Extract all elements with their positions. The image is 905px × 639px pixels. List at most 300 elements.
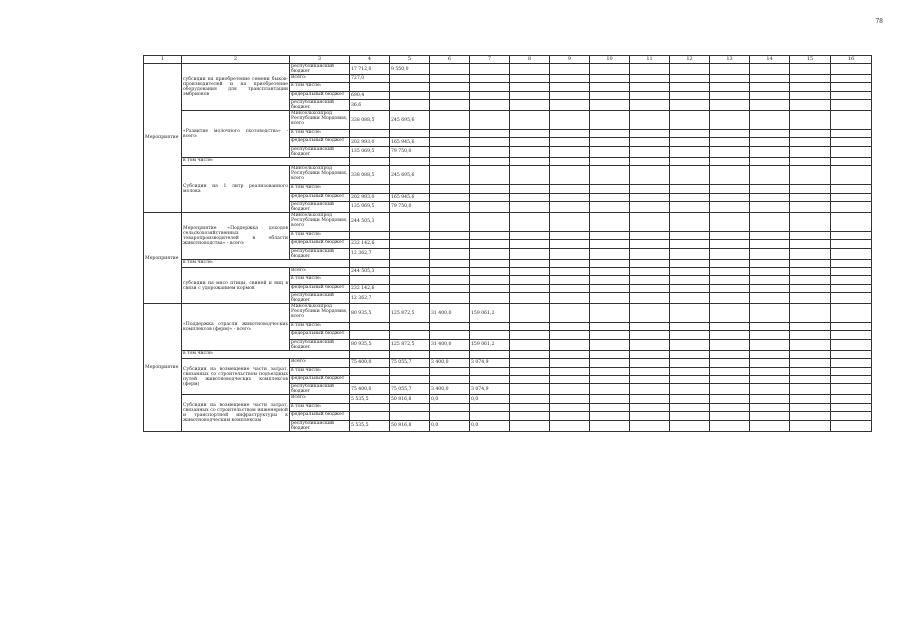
empty-cell xyxy=(831,284,872,292)
empty-cell xyxy=(831,75,872,83)
value-c4: 135 069,5 xyxy=(350,201,390,212)
empty-cell xyxy=(590,323,630,331)
empty-cell xyxy=(550,339,590,350)
empty-cell xyxy=(350,259,390,267)
empty-cell xyxy=(710,248,750,259)
empty-cell xyxy=(510,304,550,323)
value-c4 xyxy=(350,323,390,331)
value-c5 xyxy=(390,231,430,239)
empty-cell xyxy=(750,138,790,146)
value-c6 xyxy=(430,212,470,231)
value-c5: 245 695,6 xyxy=(390,111,430,130)
value-c6 xyxy=(430,231,470,239)
empty-cell xyxy=(550,185,590,193)
empty-cell xyxy=(510,293,550,304)
empty-cell xyxy=(470,350,510,358)
column-header-13: 13 xyxy=(710,56,750,64)
empty-cell xyxy=(710,157,750,165)
empty-cell xyxy=(831,83,872,91)
value-c4: 12 362,7 xyxy=(350,293,390,304)
source-label: в том числе: xyxy=(290,130,350,138)
column-header-14: 14 xyxy=(750,56,790,64)
value-c4 xyxy=(350,185,390,193)
empty-cell xyxy=(710,267,750,275)
empty-cell xyxy=(710,259,750,267)
value-c4: 75 400,0 xyxy=(350,359,390,367)
empty-cell xyxy=(710,166,750,185)
column-header-8: 8 xyxy=(510,56,550,64)
source-label: федеральный бюджет xyxy=(290,284,350,292)
empty-cell xyxy=(550,293,590,304)
empty-cell xyxy=(430,259,470,267)
column-header-11: 11 xyxy=(630,56,670,64)
empty-cell xyxy=(630,83,670,91)
empty-cell xyxy=(670,367,710,375)
value-c4: 232 142,6 xyxy=(350,284,390,292)
empty-cell xyxy=(750,412,790,420)
empty-cell xyxy=(790,304,831,323)
empty-cell xyxy=(831,367,872,375)
value-c5 xyxy=(390,185,430,193)
empty-cell xyxy=(710,304,750,323)
empty-cell xyxy=(710,350,750,358)
empty-cell xyxy=(670,240,710,248)
empty-cell xyxy=(670,248,710,259)
value-c4: 690,4 xyxy=(350,91,390,99)
source-label: в том числе: xyxy=(290,367,350,375)
value-c6 xyxy=(430,138,470,146)
empty-cell xyxy=(831,185,872,193)
empty-cell xyxy=(510,166,550,185)
event-name: субсидии на мясо птицы, свиней и яиц в связи с удорожанием кормов xyxy=(182,267,290,303)
empty-cell xyxy=(670,276,710,284)
value-c6 xyxy=(430,240,470,248)
value-c7: 3 074,9 xyxy=(470,384,510,395)
empty-cell xyxy=(630,384,670,395)
empty-cell xyxy=(550,130,590,138)
empty-cell xyxy=(750,130,790,138)
source-label: федеральный бюджет xyxy=(290,193,350,201)
empty-cell xyxy=(831,339,872,350)
empty-cell xyxy=(831,130,872,138)
empty-cell xyxy=(550,331,590,339)
empty-cell xyxy=(550,201,590,212)
empty-cell xyxy=(510,185,550,193)
empty-cell xyxy=(630,111,670,130)
value-c7: 159 061,2 xyxy=(470,339,510,350)
empty-cell xyxy=(550,359,590,367)
empty-cell xyxy=(831,166,872,185)
empty-cell xyxy=(510,212,550,231)
value-c7 xyxy=(470,293,510,304)
value-c7 xyxy=(470,83,510,91)
source-label: федеральный бюджет xyxy=(290,138,350,146)
empty-cell xyxy=(670,185,710,193)
source-label: республиканский бюджет xyxy=(290,248,350,259)
empty-cell xyxy=(670,83,710,91)
value-c7 xyxy=(470,193,510,201)
empty-cell xyxy=(390,157,430,165)
empty-cell xyxy=(790,64,831,75)
empty-cell xyxy=(510,350,550,358)
value-c6 xyxy=(430,91,470,99)
empty-cell xyxy=(590,276,630,284)
value-c4: 135 069,5 xyxy=(350,146,390,157)
empty-cell xyxy=(630,323,670,331)
column-header-5: 5 xyxy=(390,56,430,64)
empty-cell xyxy=(630,100,670,111)
empty-cell xyxy=(750,212,790,231)
empty-cell xyxy=(710,193,750,201)
value-c6 xyxy=(430,75,470,83)
empty-cell xyxy=(670,284,710,292)
value-c6 xyxy=(430,146,470,157)
value-c7 xyxy=(470,201,510,212)
value-c6 xyxy=(430,367,470,375)
source-label: республиканский бюджет xyxy=(290,384,350,395)
empty-cell xyxy=(590,240,630,248)
source-label: в том числе: xyxy=(290,323,350,331)
empty-cell xyxy=(710,130,750,138)
empty-cell xyxy=(790,384,831,395)
empty-cell xyxy=(550,100,590,111)
empty-cell xyxy=(550,367,590,375)
empty-cell xyxy=(710,339,750,350)
empty-cell xyxy=(550,138,590,146)
empty-cell xyxy=(510,384,550,395)
empty-cell xyxy=(630,284,670,292)
empty-cell xyxy=(790,201,831,212)
empty-cell xyxy=(590,293,630,304)
empty-cell xyxy=(550,412,590,420)
empty-cell xyxy=(630,293,670,304)
event-name: «Поддержка отрасли животноводческих комплексов (ферм)» - всего: xyxy=(182,304,290,351)
column-header-15: 15 xyxy=(790,56,831,64)
empty-cell xyxy=(630,138,670,146)
empty-cell xyxy=(670,350,710,358)
value-c5: 125 872,5 xyxy=(390,304,430,323)
empty-cell xyxy=(670,111,710,130)
empty-cell xyxy=(670,339,710,350)
empty-cell xyxy=(590,248,630,259)
empty-cell xyxy=(590,75,630,83)
empty-cell xyxy=(670,201,710,212)
empty-cell xyxy=(790,248,831,259)
empty-cell xyxy=(590,138,630,146)
value-c6 xyxy=(430,100,470,111)
empty-cell xyxy=(790,284,831,292)
value-c4: 202 993,0 xyxy=(350,193,390,201)
column-header-12: 12 xyxy=(670,56,710,64)
empty-cell xyxy=(710,359,750,367)
empty-cell xyxy=(630,350,670,358)
empty-cell xyxy=(630,395,670,403)
value-c5 xyxy=(390,248,430,259)
value-c4: 338 088,5 xyxy=(350,111,390,130)
empty-cell xyxy=(790,359,831,367)
value-c6 xyxy=(430,111,470,130)
empty-cell xyxy=(510,375,550,383)
empty-cell xyxy=(510,64,550,75)
value-c7 xyxy=(470,185,510,193)
event-type-label: Мероприятие xyxy=(144,212,182,303)
empty-cell xyxy=(750,259,790,267)
empty-cell xyxy=(670,193,710,201)
value-c7 xyxy=(470,111,510,130)
table-row xyxy=(144,64,872,75)
empty-cell xyxy=(750,267,790,275)
empty-cell xyxy=(790,100,831,111)
empty-cell xyxy=(550,395,590,403)
empty-cell xyxy=(790,231,831,239)
source-label: Минсельхозпрод Республики Мордовия, всего xyxy=(290,212,350,231)
empty-cell xyxy=(590,83,630,91)
empty-cell xyxy=(630,91,670,99)
empty-cell xyxy=(750,166,790,185)
empty-cell xyxy=(550,111,590,130)
in-total-label: в том числе: xyxy=(182,157,350,165)
empty-cell xyxy=(590,384,630,395)
empty-cell xyxy=(831,146,872,157)
empty-cell xyxy=(630,420,670,431)
empty-cell xyxy=(710,420,750,431)
source-label: федеральный бюджет xyxy=(290,240,350,248)
source-label: Минсельхозпрод Республики Мордовия, всего xyxy=(290,111,350,130)
value-c7 xyxy=(470,231,510,239)
empty-cell xyxy=(670,384,710,395)
empty-cell xyxy=(790,403,831,411)
column-header-16: 16 xyxy=(831,56,872,64)
value-c5 xyxy=(390,240,430,248)
value-c5: 50 816,8 xyxy=(390,395,430,403)
empty-cell xyxy=(630,185,670,193)
value-c7 xyxy=(470,267,510,275)
empty-cell xyxy=(670,231,710,239)
empty-cell xyxy=(670,130,710,138)
value-c7 xyxy=(470,64,510,75)
table-row xyxy=(144,111,872,130)
value-c5 xyxy=(390,83,430,91)
source-label: Всего: xyxy=(290,359,350,367)
empty-cell xyxy=(590,100,630,111)
empty-cell xyxy=(750,248,790,259)
source-label: в том числе: xyxy=(290,83,350,91)
empty-cell xyxy=(590,395,630,403)
empty-cell xyxy=(790,146,831,157)
empty-cell xyxy=(750,83,790,91)
value-c4: 5 535,5 xyxy=(350,395,390,403)
empty-cell xyxy=(510,157,550,165)
empty-cell xyxy=(710,83,750,91)
empty-cell xyxy=(510,138,550,146)
value-c4 xyxy=(350,403,390,411)
empty-cell xyxy=(790,267,831,275)
table-row xyxy=(144,267,872,275)
empty-cell xyxy=(590,185,630,193)
empty-cell xyxy=(710,146,750,157)
empty-cell xyxy=(670,166,710,185)
empty-cell xyxy=(750,201,790,212)
empty-cell xyxy=(590,284,630,292)
empty-cell xyxy=(710,412,750,420)
budget-table xyxy=(143,55,872,432)
empty-cell xyxy=(550,146,590,157)
empty-cell xyxy=(590,91,630,99)
empty-cell xyxy=(831,259,872,267)
value-c5: 75 055,7 xyxy=(390,384,430,395)
empty-cell xyxy=(710,293,750,304)
empty-cell xyxy=(590,359,630,367)
empty-cell xyxy=(790,350,831,358)
empty-cell xyxy=(630,130,670,138)
empty-cell xyxy=(550,166,590,185)
empty-cell xyxy=(790,240,831,248)
value-c5 xyxy=(390,284,430,292)
page-number: 78 xyxy=(875,18,883,25)
value-c5: 50 816,8 xyxy=(390,420,430,431)
empty-cell xyxy=(750,284,790,292)
empty-cell xyxy=(790,212,831,231)
empty-cell xyxy=(510,284,550,292)
empty-cell xyxy=(550,83,590,91)
empty-cell xyxy=(831,375,872,383)
in-total-label: в том числе: xyxy=(182,350,350,358)
empty-cell xyxy=(350,350,390,358)
empty-cell xyxy=(510,259,550,267)
source-label: Минсельхозпрод Республики Мордовия, всего xyxy=(290,304,350,323)
empty-cell xyxy=(670,412,710,420)
empty-cell xyxy=(670,331,710,339)
empty-cell xyxy=(790,111,831,130)
empty-cell xyxy=(630,212,670,231)
empty-cell xyxy=(550,193,590,201)
empty-cell xyxy=(710,100,750,111)
source-label: республиканский бюджет xyxy=(290,64,350,75)
value-c4: 80 935,5 xyxy=(350,304,390,323)
empty-cell xyxy=(590,304,630,323)
empty-cell xyxy=(670,75,710,83)
value-c5 xyxy=(390,375,430,383)
empty-cell xyxy=(790,130,831,138)
value-c4: 80 935,5 xyxy=(350,339,390,350)
value-c7 xyxy=(470,138,510,146)
value-c6 xyxy=(430,83,470,91)
empty-cell xyxy=(710,331,750,339)
empty-cell xyxy=(510,339,550,350)
empty-cell xyxy=(590,166,630,185)
value-c5: 165 945,6 xyxy=(390,193,430,201)
empty-cell xyxy=(590,130,630,138)
empty-cell xyxy=(510,193,550,201)
empty-cell xyxy=(710,375,750,383)
empty-cell xyxy=(350,157,390,165)
empty-cell xyxy=(550,91,590,99)
value-c5 xyxy=(390,276,430,284)
empty-cell xyxy=(750,384,790,395)
empty-cell xyxy=(831,412,872,420)
value-c5: 79 750,0 xyxy=(390,201,430,212)
empty-cell xyxy=(430,157,470,165)
value-c7 xyxy=(470,166,510,185)
value-c7 xyxy=(470,100,510,111)
empty-cell xyxy=(670,395,710,403)
empty-cell xyxy=(550,375,590,383)
empty-cell xyxy=(550,64,590,75)
value-c7 xyxy=(470,367,510,375)
value-c5 xyxy=(390,293,430,304)
table-row xyxy=(144,157,872,165)
source-label: Всего: xyxy=(290,267,350,275)
column-header-10: 10 xyxy=(590,56,630,64)
empty-cell xyxy=(710,323,750,331)
empty-cell xyxy=(590,193,630,201)
empty-cell xyxy=(510,267,550,275)
value-c7 xyxy=(470,146,510,157)
empty-cell xyxy=(831,304,872,323)
empty-cell xyxy=(590,339,630,350)
table-row xyxy=(144,395,872,403)
empty-cell xyxy=(831,240,872,248)
table-body xyxy=(144,64,872,432)
empty-cell xyxy=(750,331,790,339)
value-c5 xyxy=(390,323,430,331)
value-c7 xyxy=(470,375,510,383)
value-c4 xyxy=(350,331,390,339)
empty-cell xyxy=(630,248,670,259)
source-label: республиканский бюджет xyxy=(290,146,350,157)
table-row xyxy=(144,259,872,267)
value-c7: 3 074,9 xyxy=(470,359,510,367)
empty-cell xyxy=(550,157,590,165)
empty-cell xyxy=(510,403,550,411)
source-label: федеральный бюджет xyxy=(290,91,350,99)
source-label: республиканский бюджет xyxy=(290,201,350,212)
value-c7 xyxy=(470,212,510,231)
value-c6 xyxy=(430,267,470,275)
value-c7 xyxy=(470,331,510,339)
table-row xyxy=(144,359,872,367)
empty-cell xyxy=(630,276,670,284)
empty-cell xyxy=(750,64,790,75)
value-c4 xyxy=(350,367,390,375)
empty-cell xyxy=(831,403,872,411)
source-label: Минсельхозпрод Республики Мордовия, всего xyxy=(290,166,350,185)
empty-cell xyxy=(750,403,790,411)
empty-cell xyxy=(790,185,831,193)
value-c4: 36,6 xyxy=(350,100,390,111)
empty-cell xyxy=(750,111,790,130)
empty-cell xyxy=(750,276,790,284)
empty-cell xyxy=(630,375,670,383)
empty-cell xyxy=(590,375,630,383)
empty-cell xyxy=(790,166,831,185)
empty-cell xyxy=(710,212,750,231)
empty-cell xyxy=(831,111,872,130)
source-label: в том числе: xyxy=(290,185,350,193)
table-row xyxy=(144,304,872,323)
value-c4: 232 142,6 xyxy=(350,240,390,248)
empty-cell xyxy=(390,350,430,358)
value-c7 xyxy=(470,75,510,83)
empty-cell xyxy=(630,412,670,420)
source-label: в том числе: xyxy=(290,276,350,284)
value-c7 xyxy=(470,276,510,284)
value-c7 xyxy=(470,412,510,420)
empty-cell xyxy=(790,420,831,431)
empty-cell xyxy=(670,359,710,367)
empty-cell xyxy=(710,395,750,403)
value-c6 xyxy=(430,284,470,292)
